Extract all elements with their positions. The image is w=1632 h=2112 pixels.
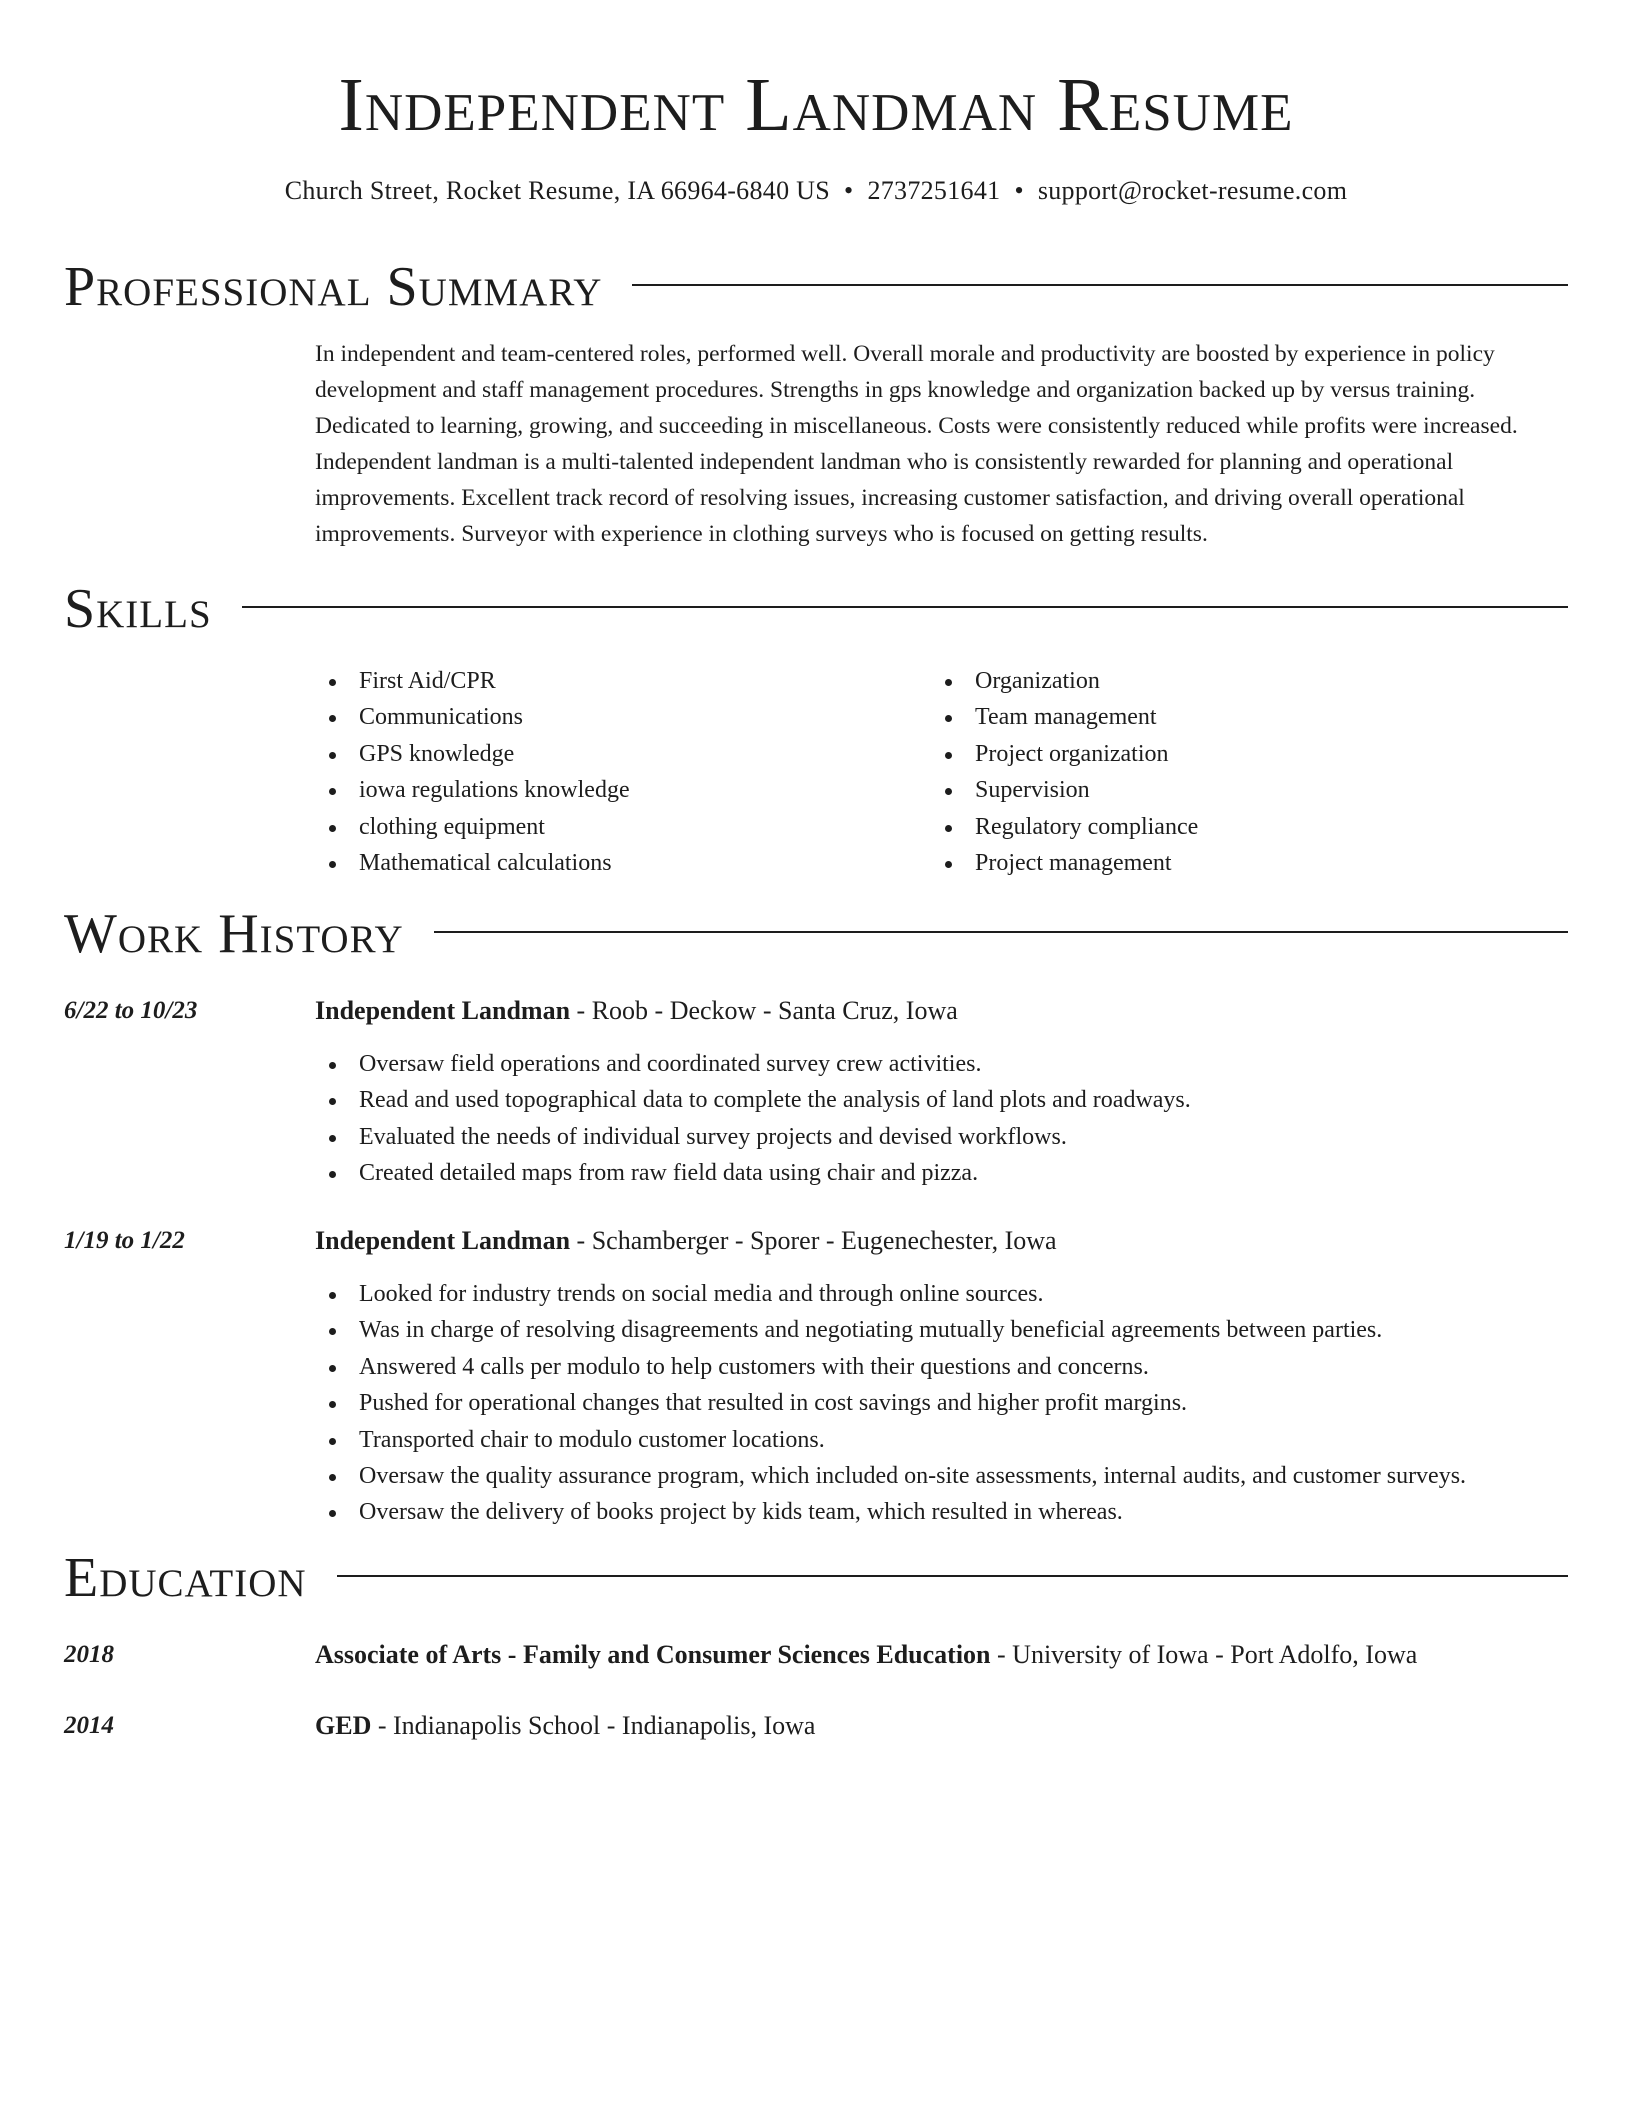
job-bullet: Answered 4 calls per modulo to help customers with their questions and concerns. — [315, 1349, 1569, 1385]
section-divider — [337, 1575, 1568, 1577]
job-bullet: Transported chair to modulo customer locations. — [315, 1422, 1569, 1458]
summary-text: In independent and team-centered roles, performed well. Overall morale and productivity are boosted by experience in policy development and staff management procedures. Strengths in gps knowledge and organization backed up by versus training. Dedicated to learning, growing, and succeeding in miscellaneous. Costs were consistently reduced while profits were increased. Independent landman is a multi-talented independent landman who is consistently rewarded for planning and operational improvements. Excellent track record of resolving issues, increasing customer satisfaction, and driving overall operational improvements. Surveyor with experience in clothing surveys who is focused on getting results. — [315, 341, 1518, 547]
job-bullet: Was in charge of resolving disagreements and negotiating mutually beneficial agreements between parties. — [315, 1312, 1569, 1348]
work-section-header — [64, 899, 1568, 969]
job-title: Independent Landman — [315, 996, 571, 1025]
skill-item: clothing equipment — [315, 809, 875, 845]
section-heading: Education — [64, 1547, 307, 1609]
contact-email: support@rocket-resume.com — [1037, 176, 1348, 205]
skill-item: Regulatory compliance — [931, 809, 1491, 845]
summary-section-header — [64, 252, 1568, 322]
contact-separator: • — [1014, 176, 1024, 205]
section-heading: Work History — [64, 903, 404, 965]
education-section-header — [64, 1543, 1568, 1613]
education-year: 2018 — [64, 1641, 114, 1668]
job-bullets — [315, 1276, 1569, 1531]
skill-item: Project organization — [931, 736, 1491, 772]
job-bullet: Oversaw field operations and coordinated survey crew activities. — [315, 1046, 1569, 1082]
resume-title: Independent Landman Resume — [338, 63, 1294, 147]
job-title: Independent Landman — [315, 1226, 571, 1255]
skill-item: Project management — [931, 845, 1491, 881]
education-school: - Indianapolis School - Indianapolis, Iowa — [371, 1711, 816, 1740]
job-bullet: Oversaw the quality assurance program, which included on-site assessments, internal audits, and customer surveys. — [315, 1458, 1569, 1494]
job-bullet: Oversaw the delivery of books project by kids team, which resulted in whereas. — [315, 1494, 1569, 1530]
job-dates: 6/22 to 10/23 — [64, 997, 198, 1024]
skill-item: iowa regulations knowledge — [315, 772, 875, 808]
skills-list-right — [931, 663, 1491, 881]
section-heading: Professional Summary — [64, 256, 603, 318]
job-bullet: Read and used topographical data to complete the analysis of land plots and roadways. — [315, 1082, 1569, 1118]
skill-item: Mathematical calculations — [315, 845, 875, 881]
skills-section-header — [64, 574, 1568, 644]
education-school: - University of Iowa - Port Adolfo, Iowa — [990, 1640, 1418, 1669]
job-bullets — [315, 1046, 1569, 1192]
contact-separator: • — [844, 176, 854, 205]
education-entry — [315, 1708, 1569, 1744]
education-degree: Associate of Arts - Family and Consumer Sciences Education — [315, 1640, 991, 1669]
skill-item: GPS knowledge — [315, 736, 875, 772]
job-heading — [315, 1223, 1569, 1259]
skill-item: Supervision — [931, 772, 1491, 808]
job-bullet: Evaluated the needs of individual survey projects and devised workflows. — [315, 1119, 1569, 1155]
skill-item: Communications — [315, 699, 875, 735]
contact-address: Church Street, Rocket Resume, IA 66964-6840 US — [284, 176, 831, 205]
section-heading: Skills — [64, 578, 212, 640]
job-dates: 1/19 to 1/22 — [64, 1227, 185, 1254]
contact-phone: 2737251641 — [867, 176, 1001, 205]
section-divider — [434, 931, 1568, 933]
education-year: 2014 — [64, 1712, 114, 1739]
job-employer: - Roob - Deckow - Santa Cruz, Iowa — [570, 996, 958, 1025]
skill-item: Organization — [931, 663, 1491, 699]
job-heading — [315, 993, 1569, 1029]
job-employer: - Schamberger - Sporer - Eugenechester, Iowa — [570, 1226, 1057, 1255]
section-divider — [242, 606, 1568, 608]
education-entry — [315, 1637, 1569, 1673]
education-degree: GED — [315, 1711, 372, 1740]
section-divider — [632, 284, 1568, 286]
contact-line — [64, 173, 1568, 209]
job-bullet: Created detailed maps from raw field data using chair and pizza. — [315, 1155, 1569, 1191]
skills-list-left — [315, 663, 875, 881]
skill-item: First Aid/CPR — [315, 663, 875, 699]
job-bullet: Looked for industry trends on social media and through online sources. — [315, 1276, 1569, 1312]
job-bullet: Pushed for operational changes that resulted in cost savings and higher profit margins. — [315, 1385, 1569, 1421]
skill-item: Team management — [931, 699, 1491, 735]
